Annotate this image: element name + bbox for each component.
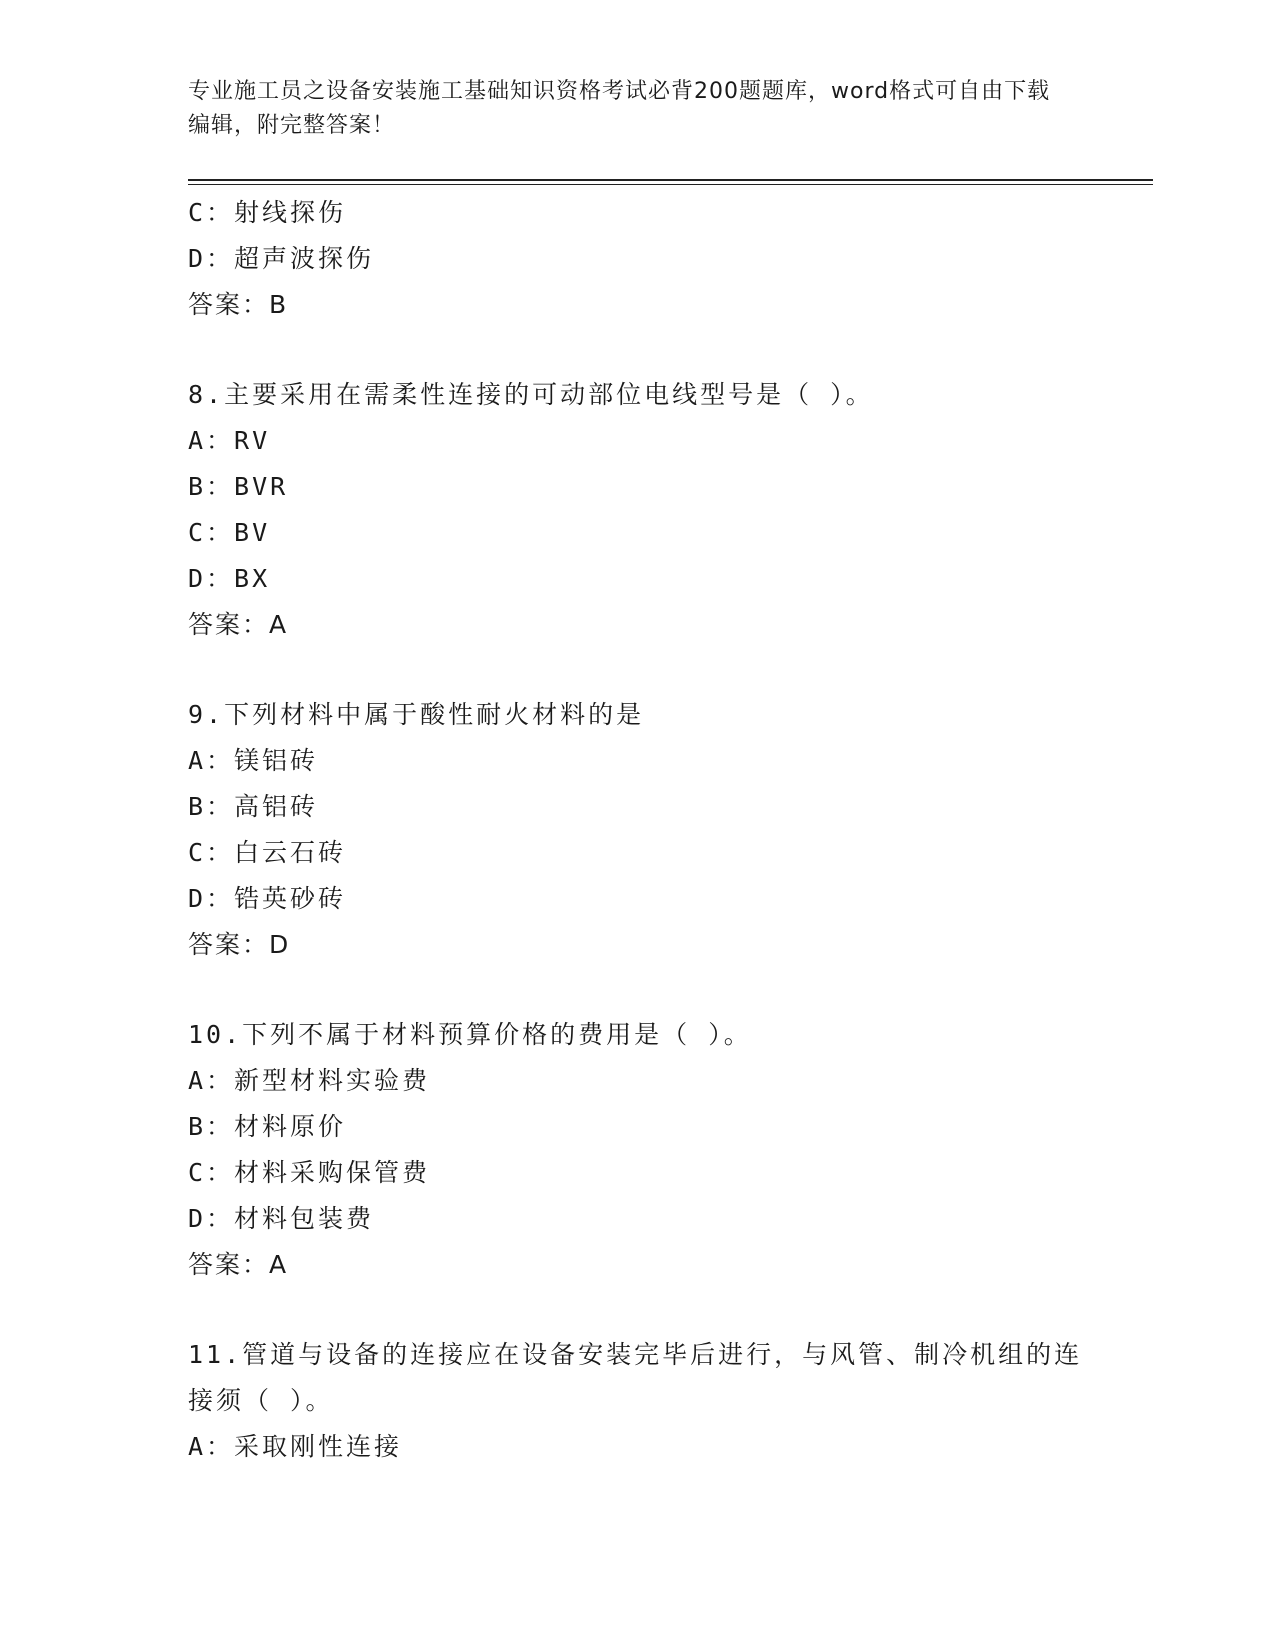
option-b: B：高铝砖 bbox=[188, 792, 319, 821]
option-c: C：白云石砖 bbox=[188, 838, 347, 867]
question-stem: 11.管道与设备的连接应在设备安装完毕后进行，与风管、制冷机组的连接须（ ）。 bbox=[188, 1340, 1083, 1415]
answer-line: 答案：B bbox=[188, 290, 289, 319]
question-stem: 10.下列不属于材料预算价格的费用是（ ）。 bbox=[188, 1020, 752, 1049]
answer-line: 答案：A bbox=[188, 610, 289, 639]
document-header: 专业施工员之设备安装施工基础知识资格考试必背200题题库，word格式可自由下载编辑，附完整答案！ bbox=[188, 79, 1051, 138]
answer-line: 答案：A bbox=[188, 1250, 289, 1279]
header-divider-thin bbox=[188, 184, 1153, 185]
option-b: B：BVR bbox=[188, 472, 289, 501]
document-page bbox=[188, 0, 1153, 1650]
option-d: D：超声波探伤 bbox=[188, 244, 375, 273]
option-d: D：BX bbox=[188, 564, 271, 593]
option-c: C：射线探伤 bbox=[188, 198, 347, 227]
question-stem: 9.下列材料中属于酸性耐火材料的是 bbox=[188, 700, 645, 729]
option-a: A：新型材料实验费 bbox=[188, 1066, 431, 1095]
option-c: C：材料采购保管费 bbox=[188, 1158, 431, 1187]
option-c: C：BV bbox=[188, 518, 271, 547]
question-stem: 8.主要采用在需柔性连接的可动部位电线型号是（ ）。 bbox=[188, 380, 874, 409]
option-d: D：锆英砂砖 bbox=[188, 884, 347, 913]
answer-line: 答案：D bbox=[188, 930, 291, 959]
question-9 bbox=[188, 692, 1153, 968]
question-7-fragment bbox=[188, 190, 1153, 328]
option-a: A：采取刚性连接 bbox=[188, 1432, 403, 1461]
option-a: A：镁铝砖 bbox=[188, 746, 319, 775]
question-8 bbox=[188, 372, 1153, 648]
question-10 bbox=[188, 1012, 1153, 1288]
option-a: A：RV bbox=[188, 426, 271, 455]
header-divider-thick bbox=[188, 179, 1153, 181]
option-d: D：材料包装费 bbox=[188, 1204, 375, 1233]
question-list bbox=[188, 190, 1153, 1470]
question-11 bbox=[188, 1332, 1153, 1470]
option-b: B：材料原价 bbox=[188, 1112, 347, 1141]
